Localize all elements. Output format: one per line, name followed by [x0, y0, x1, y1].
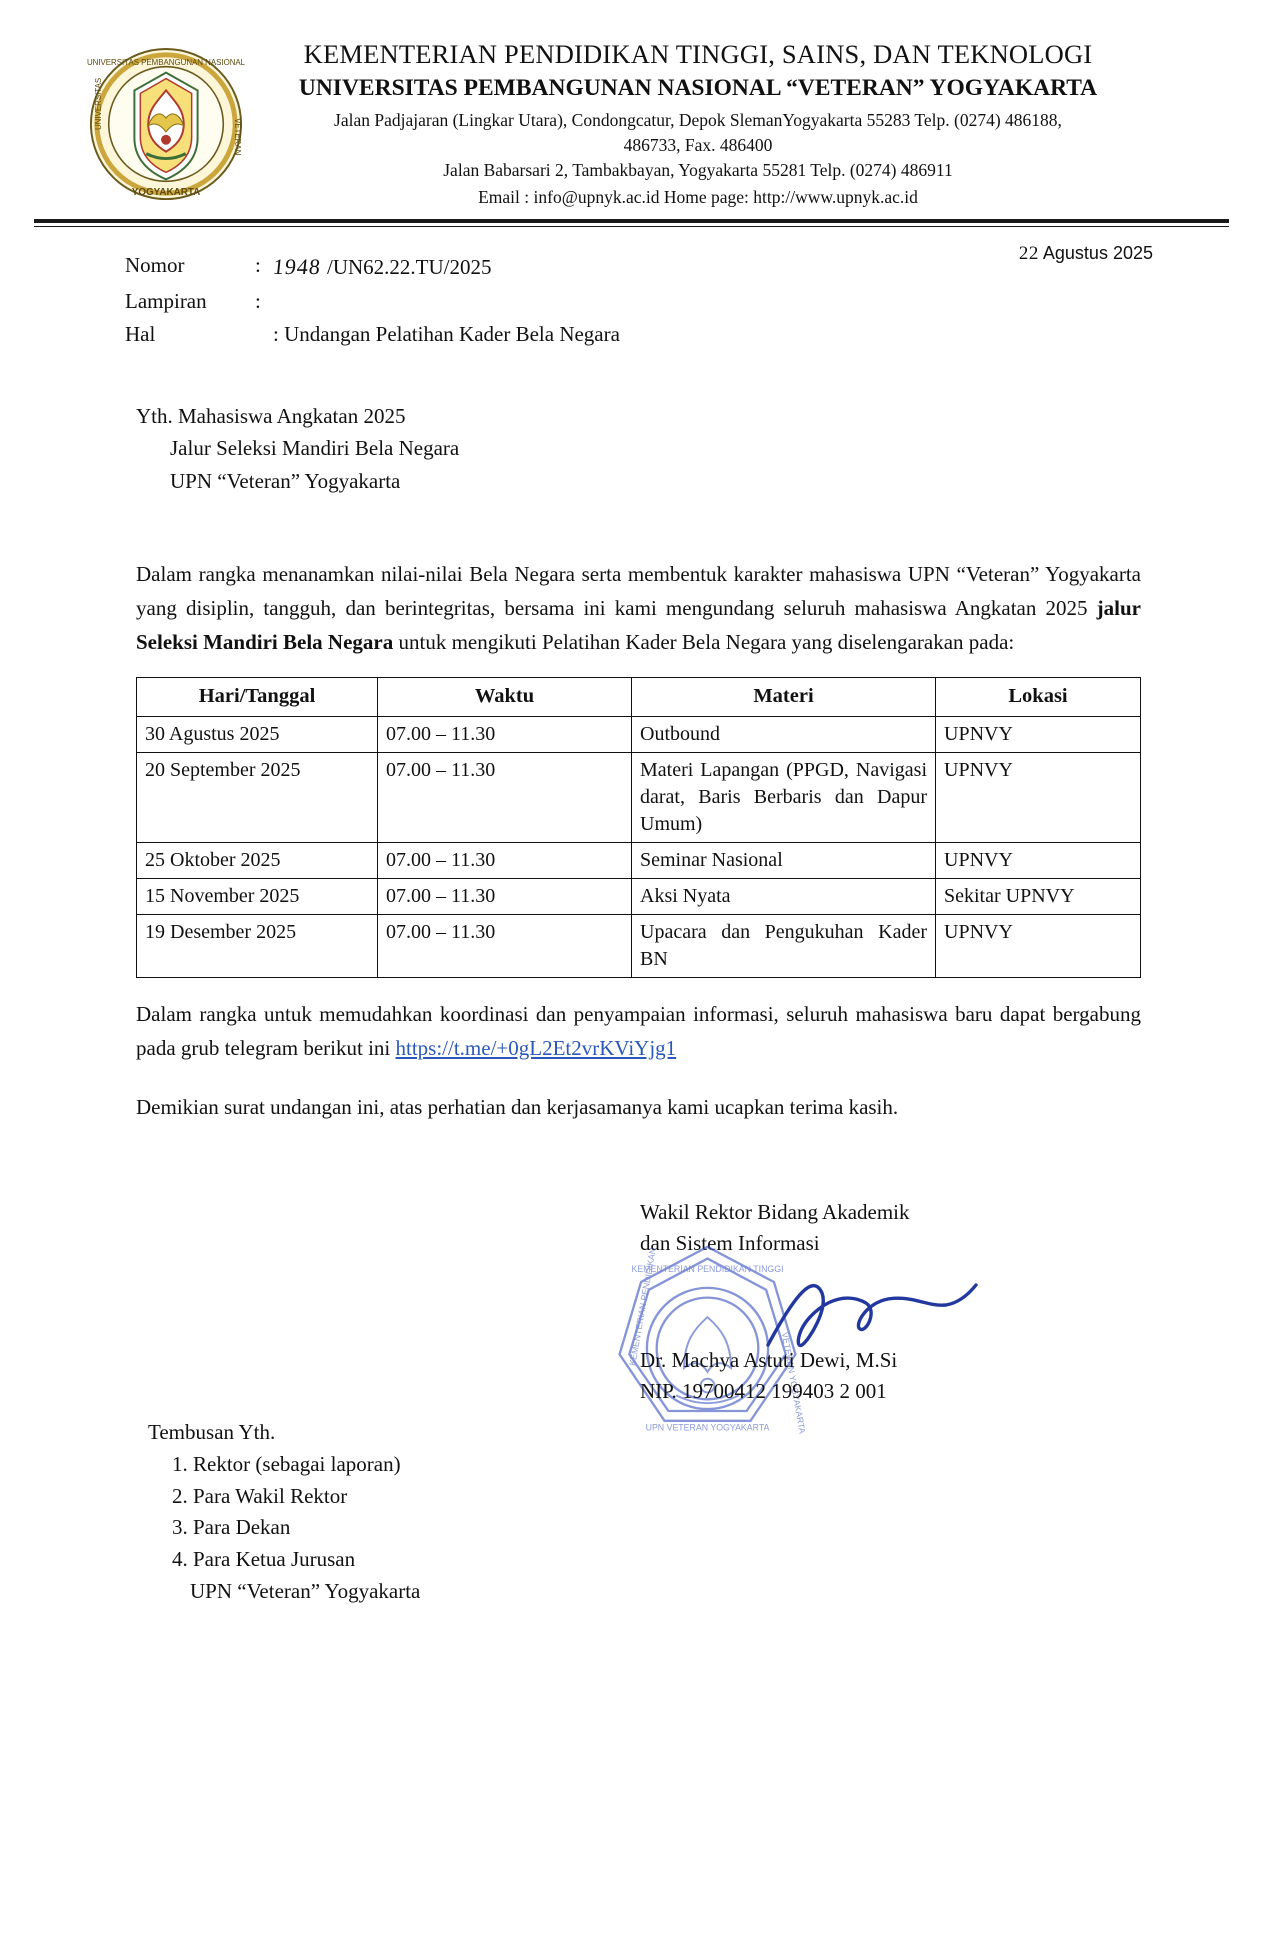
table-row [137, 842, 1141, 878]
letter-meta [0, 227, 1263, 352]
divider-thick [34, 219, 1229, 223]
letterhead [0, 0, 1263, 210]
schedule-table-container [136, 677, 1141, 978]
header-waktu: Waktu [378, 678, 632, 717]
cell-materi: Aksi Nyata [632, 878, 936, 914]
logo-container [78, 38, 253, 204]
header-materi: Materi [632, 678, 936, 717]
cell-materi: Seminar Nasional [632, 842, 936, 878]
hal-value: : Undangan Pelatihan Kader Bela Negara [273, 322, 620, 347]
body-paragraph-2 [136, 998, 1141, 1065]
table-row [137, 716, 1141, 752]
nomor-value-cell [273, 249, 620, 285]
tembusan-item-3: 3. Para Dekan [172, 1515, 291, 1540]
cell-day: 25 Oktober 2025 [137, 842, 378, 878]
signature-title-line-2: dan Sistem Informasi [640, 1231, 820, 1256]
cell-time: 07.00 – 11.30 [378, 716, 632, 752]
cell-lokasi: UPNVY [936, 752, 1141, 842]
body-paragraph-3: Demikian surat undangan ini, atas perhatian dan kerjasamanya kami ucapkan terima kasih. [136, 1095, 899, 1120]
meta-row-lampiran [125, 285, 620, 319]
body-paragraph-2-text: Dalam rangka untuk memudahkan koordinasi dan penyampaian informasi, seluruh mahasiswa baru dapat bergabung pada grub telegram berikut ini [136, 1001, 1141, 1060]
address-line-3: Jalan Babarsari 2, Tambakbayan, Yogyakarta 55281 Telp. (0274) 486911 [443, 160, 953, 181]
svg-text:VETERAN: VETERAN [232, 118, 242, 156]
tembusan-title: Tembusan Yth. [148, 1419, 276, 1444]
cell-materi: Materi Lapangan (PPGD, Navigasi darat, Baris Berbaris dan Dapur Umum) [632, 752, 936, 842]
signer-name: Dr. Machya Astuti Dewi, M.Si [640, 1347, 898, 1372]
svg-text:UNIVERSITAS PEMBANGUNAN NASION: UNIVERSITAS PEMBANGUNAN NASIONAL [86, 57, 245, 67]
hal-label: Hal [125, 322, 156, 347]
body-paragraph-1-part-a: Dalam rangka menanamkan nilai-nilai Bela Negara serta membentuk karakter mahasiswa UPN “Veteran” Yogyakarta yang disiplin, tangguh, dan berintegritas, bersama ini kami mengundang seluruh mahasiswa Angkatan 2025 [136, 562, 1141, 621]
cell-lokasi: UPNVY [936, 842, 1141, 878]
letter-date-handwritten: 22 [1018, 243, 1039, 265]
table-row [137, 878, 1141, 914]
header-divider [0, 219, 1263, 227]
cell-day: 20 September 2025 [137, 752, 378, 842]
body-paragraph-1-bold: jalur Seleksi Mandiri Bela Negara [136, 596, 1141, 655]
signer-nip: NIP. 19700412 199403 2 001 [640, 1379, 887, 1404]
schedule-table-body [137, 716, 1141, 977]
table-row [137, 752, 1141, 842]
schedule-table [136, 677, 1141, 978]
schedule-header-row [137, 678, 1141, 717]
svg-text:KEMENTERIAN PENDIDIKAN TINGGI: KEMENTERIAN PENDIDIKAN TINGGI [631, 1263, 784, 1274]
cell-lokasi: Sekitar UPNVY [936, 878, 1141, 914]
body-paragraph-1 [136, 557, 1141, 659]
cell-time: 07.00 – 11.30 [378, 914, 632, 977]
nomor-value: /UN62.22.TU/2025 [327, 255, 492, 280]
header-hari-tanggal: Hari/Tanggal [137, 678, 378, 717]
nomor-colon: : [255, 253, 261, 278]
letter-date [1019, 243, 1153, 265]
lampiran-colon: : [255, 288, 261, 313]
hal-colon [255, 318, 273, 352]
cell-lokasi: UPNVY [936, 716, 1141, 752]
letterhead-text [253, 38, 1173, 210]
cell-day: 19 Desember 2025 [137, 914, 378, 977]
lampiran-value [273, 285, 620, 319]
cell-materi: Outbound [632, 716, 936, 752]
addressee-line-2: Jalur Seleksi Mandiri Bela Negara [170, 436, 460, 461]
letter-date-text: Agustus 2025 [1042, 243, 1153, 264]
cell-time: 07.00 – 11.30 [378, 878, 632, 914]
tembusan-item-2: 2. Para Wakil Rektor [172, 1483, 348, 1508]
meta-row-nomor [125, 249, 620, 285]
address-line-2: 486733, Fax. 486400 [623, 135, 773, 156]
svg-text:VETERAN YOGYAKARTA: VETERAN YOGYAKARTA [779, 1331, 808, 1435]
cell-day: 15 November 2025 [137, 878, 378, 914]
nomor-handwritten: 1948 [271, 254, 323, 280]
university-seal-icon [87, 44, 245, 204]
address-line-1: Jalan Padjajaran (Lingkar Utara), Condongcatur, Depok SlemanYogyakarta 55283 Telp. (0274) 486188, [334, 109, 1062, 130]
body-paragraph-1-part-b: untuk mengikuti Pelatihan Kader Bela Negara yang diselengarakan pada: [393, 630, 1015, 655]
schedule-table-head [137, 678, 1141, 717]
cell-time: 07.00 – 11.30 [378, 752, 632, 842]
signature-name-block [640, 1345, 897, 1408]
address-line-4: Email : info@upnyk.ac.id Home page: http://www.upnyk.ac.id [478, 186, 918, 207]
tembusan-item-1: 1. Rektor (sebagai laporan) [172, 1451, 401, 1476]
svg-text:YOGYAKARTA: YOGYAKARTA [131, 187, 200, 199]
meta-table [125, 249, 620, 352]
telegram-link[interactable]: https://t.me/+0gL2Et2vrKViYjg1 [395, 1035, 677, 1060]
addressee-line-1: Yth. Mahasiswa Angkatan 2025 [136, 403, 406, 428]
svg-text:UNIVERSITAS: UNIVERSITAS [93, 77, 103, 130]
tembusan-item-4: 4. Para Ketua Jurusan [172, 1547, 356, 1572]
university-name: UNIVERSITAS PEMBANGUNAN NASIONAL “VETERAN” YOGYAKARTA [298, 75, 1098, 102]
cell-day: 30 Agustus 2025 [137, 716, 378, 752]
svg-text:KEMENTERIAN PENDIDIKAN: KEMENTERIAN PENDIDIKAN [627, 1246, 658, 1367]
lampiran-label: Lampiran [125, 288, 207, 313]
table-row [137, 914, 1141, 977]
nomor-label: Nomor [125, 253, 185, 278]
cell-lokasi: UPNVY [936, 914, 1141, 977]
addressee-line-3: UPN “Veteran” Yogyakarta [170, 468, 401, 493]
meta-row-hal [125, 318, 620, 352]
cell-time: 07.00 – 11.30 [378, 842, 632, 878]
addressee-block [136, 400, 1263, 498]
svg-text:UPN VETERAN YOGYAKARTA: UPN VETERAN YOGYAKARTA [645, 1422, 770, 1433]
header-lokasi: Lokasi [936, 678, 1141, 717]
ministry-name: KEMENTERIAN PENDIDIKAN TINGGI, SAINS, DAN TEKNOLOGI [303, 39, 1093, 69]
cell-materi: Upacara dan Pengukuhan Kader BN [632, 914, 936, 977]
signature-title-line-1: Wakil Rektor Bidang Akademik [640, 1199, 910, 1224]
tembusan-last-line: UPN “Veteran” Yogyakarta [190, 1579, 421, 1604]
